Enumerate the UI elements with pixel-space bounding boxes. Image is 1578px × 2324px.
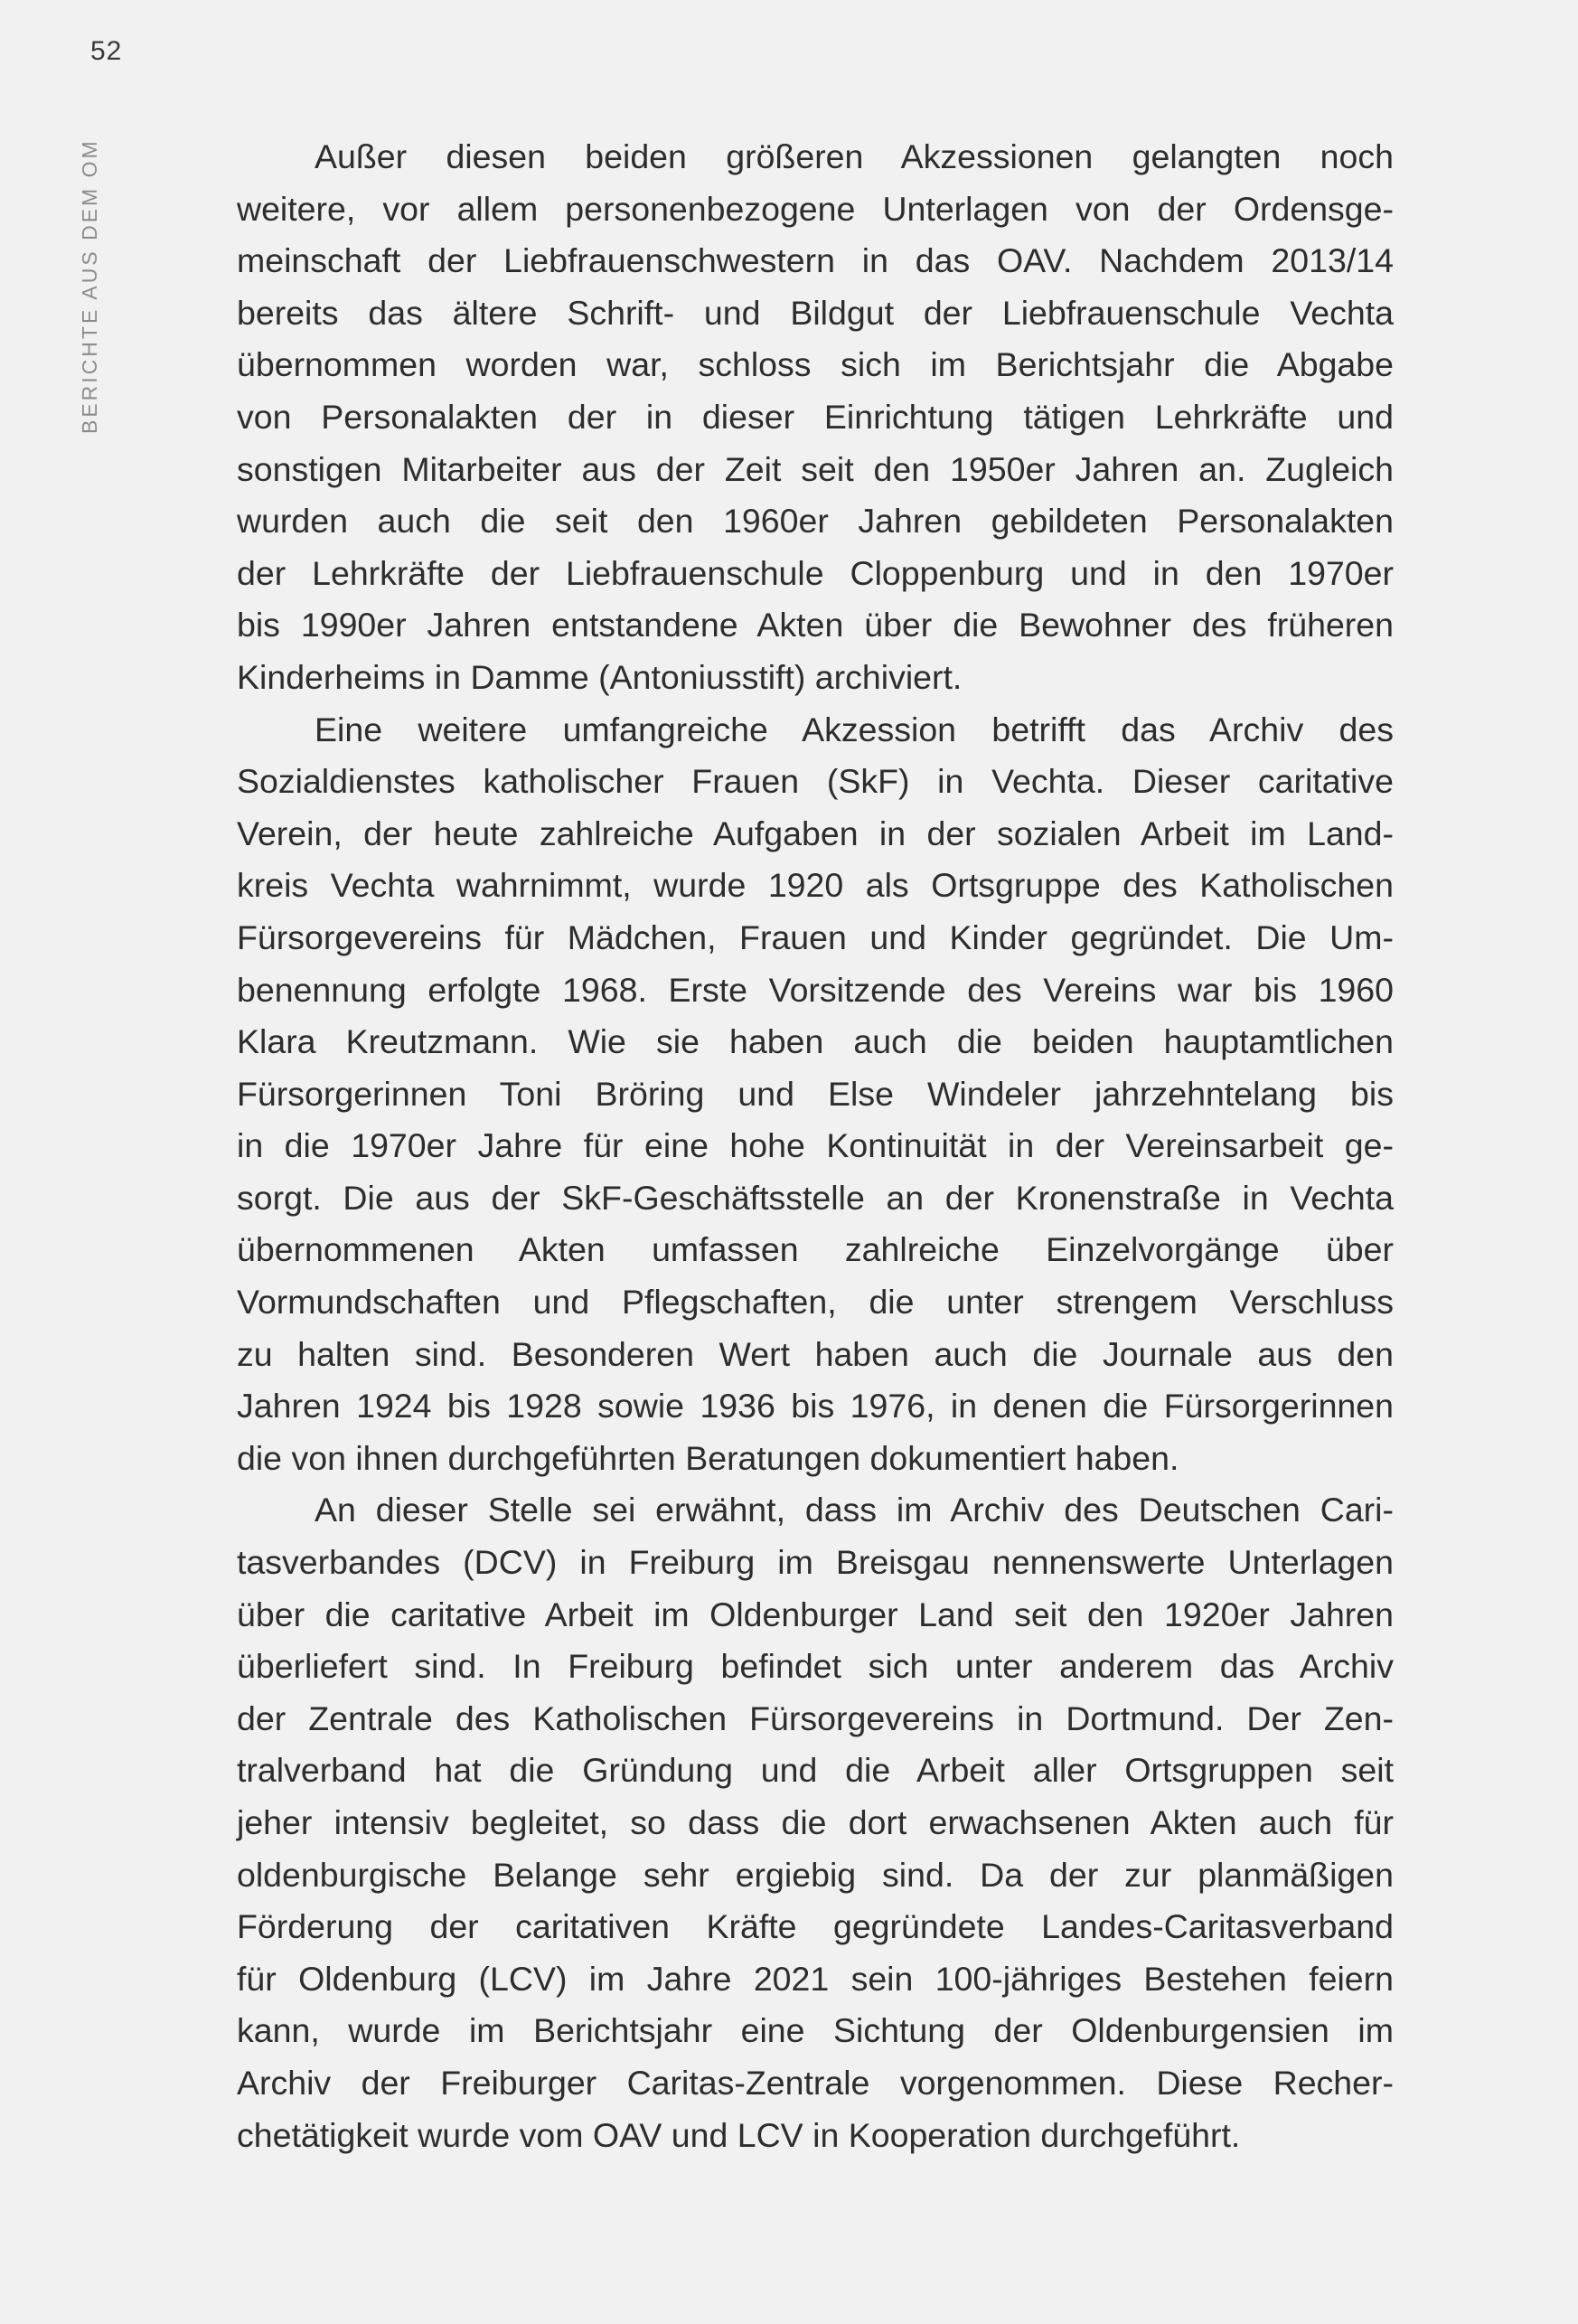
- text-line: kann, wurde im Berichtsjahr eine Sichtung der Oldenburgensien im: [237, 2011, 1394, 2050]
- text-line: übernommen worden war, schloss sich im Berichtsjahr die Abgabe: [237, 345, 1394, 384]
- text-line: Außer diesen beiden größeren Akzessionen gelangten noch: [315, 137, 1394, 175]
- text-line: der Lehrkräfte der Liebfrauenschule Cloppenburg und in den 1970er: [237, 553, 1394, 592]
- running-head: BERICHTE AUS DEM OM: [78, 138, 101, 434]
- text-line: Kinderheims in Damme (Antoniusstift) archiviert.: [237, 657, 963, 696]
- text-line: zu halten sind. Besonderen Wert haben auch die Journale aus den: [237, 1334, 1394, 1373]
- text-line: Jahren 1924 bis 1928 sowie 1936 bis 1976, in denen die Fürsorgerinnen: [237, 1387, 1394, 1425]
- text-line: weitere, vor allem personenbezogene Unterlagen von der Ordensge-: [237, 189, 1394, 228]
- text-line: bereits das ältere Schrift- und Bildgut der Liebfrauenschule Vechta: [237, 293, 1394, 332]
- text-line: Vormundschaften und Pflegschaften, die unter strengem Verschluss: [237, 1283, 1394, 1322]
- text-line: von Personalakten der in dieser Einrichtung tätigen Lehrkräfte und: [237, 397, 1394, 436]
- text-line: für Oldenburg (LCV) im Jahre 2021 sein 100-jähriges Bestehen feiern: [237, 1959, 1394, 1998]
- text-line: wurden auch die seit den 1960er Jahren gebildeten Personalakten: [237, 502, 1394, 541]
- text-line: sonstigen Mitarbeiter aus der Zeit seit den 1950er Jahren an. Zugleich: [237, 449, 1394, 488]
- text-line: in die 1970er Jahre für eine hohe Kontinuität in der Vereinsarbeit ge-: [237, 1126, 1394, 1165]
- text-line: An dieser Stelle sei erwähnt, dass im Archiv des Deutschen Cari-: [315, 1491, 1394, 1529]
- text-line: bis 1990er Jahren entstandene Akten über die Bewohner des früheren: [237, 606, 1394, 645]
- paragraph: [237, 131, 1394, 704]
- text-line: oldenburgische Belange sehr ergiebig sind. Da der zur planmäßigen: [237, 1855, 1394, 1894]
- text-line: Fürsorgevereins für Mädchen, Frauen und Kinder gegründet. Die Um-: [237, 917, 1394, 956]
- text-line: Sozialdienstes katholischer Frauen (SkF) in Vechta. Dieser caritative: [237, 762, 1394, 801]
- text-line: tasverbandes (DCV) in Freiburg im Breisgau nennenswerte Unterlagen: [237, 1543, 1394, 1582]
- text-line: jeher intensiv begleitet, so dass die dort erwachsenen Akten auch für: [237, 1803, 1394, 1841]
- page-number: 52: [90, 36, 123, 66]
- text-line: kreis Vechta wahrnimmt, wurde 1920 als Ortsgruppe des Katholischen: [237, 866, 1394, 905]
- text-line: übernommenen Akten umfassen zahlreiche Einzelvorgänge über: [237, 1230, 1394, 1269]
- text-line: Archiv der Freiburger Caritas-Zentrale vorgenommen. Diese Recher-: [237, 2063, 1394, 2102]
- text-line: tralverband hat die Gründung und die Arbeit aller Ortsgruppen seit: [237, 1751, 1394, 1790]
- text-line: Förderung der caritativen Kräfte gegründete Landes-Caritasverband: [237, 1907, 1394, 1946]
- body-text: [237, 131, 1394, 2161]
- text-line: über die caritative Arbeit im Oldenburger Land seit den 1920er Jahren: [237, 1595, 1394, 1633]
- text-line: der Zentrale des Katholischen Fürsorgevereins in Dortmund. Der Zen-: [237, 1698, 1394, 1737]
- text-line: Klara Kreutzmann. Wie sie haben auch die beiden hauptamtlichen: [237, 1022, 1394, 1061]
- text-line: sorgt. Die aus der SkF-Geschäftsstelle an der Kronenstraße in Vechta: [237, 1178, 1394, 1217]
- paragraph: [237, 1484, 1394, 2161]
- text-line: chetätigkeit wurde vom OAV und LCV in Kooperation durchgeführt.: [237, 2115, 1241, 2154]
- text-line: meinschaft der Liebfrauenschwestern in das OAV. Nachdem 2013/14: [237, 241, 1394, 280]
- text-line: Fürsorgerinnen Toni Bröring und Else Windeler jahrzehntelang bis: [237, 1074, 1394, 1113]
- text-line: benennung erfolgte 1968. Erste Vorsitzende des Vereins war bis 1960: [237, 970, 1394, 1009]
- paragraph: [237, 704, 1394, 1485]
- text-line: überliefert sind. In Freiburg befindet sich unter anderem das Archiv: [237, 1647, 1394, 1686]
- text-line: die von ihnen durchgeführten Beratungen dokumentiert haben.: [237, 1438, 1179, 1477]
- text-line: Eine weitere umfangreiche Akzession betrifft das Archiv des: [315, 710, 1394, 748]
- text-line: Verein, der heute zahlreiche Aufgaben in der sozialen Arbeit im Land-: [237, 814, 1394, 852]
